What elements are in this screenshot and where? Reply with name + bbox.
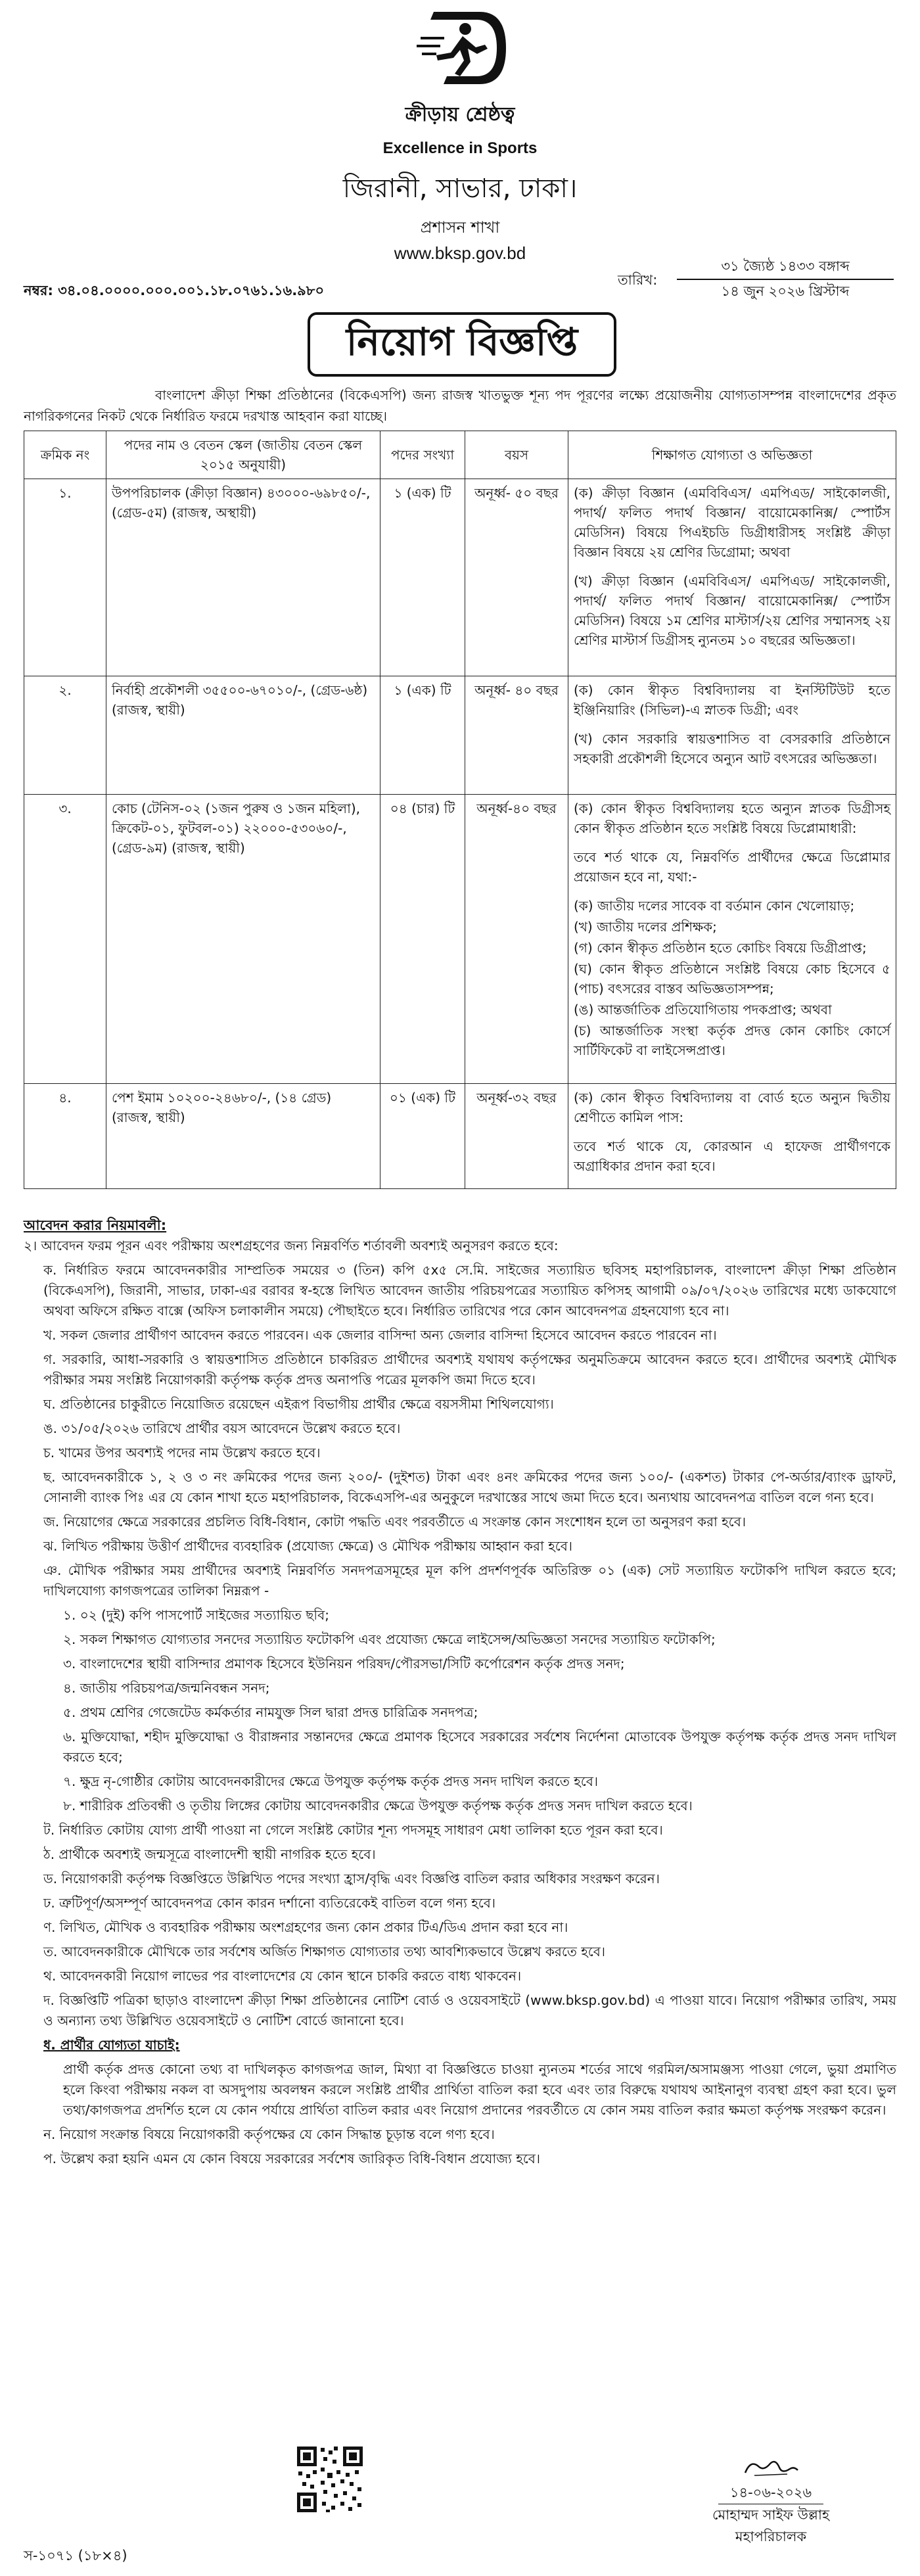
verification-text: প্রার্থী কর্তৃক প্রদত্ত কোনো তথ্য বা দাখিলকৃত কাগজপত্র জাল, মিথ্যা বা বিজ্ঞপ্তিতে চাওয়া ন্যুনতম শর্তের সাথে গরমিল/অসামঞ্জস্য পাওয়া গেলে, ভুয়া প্রমাণিত হলে কিংবা পরীক্ষায় নকল বা অসদুপায় অবলম্বন করলে সংশ্লিষ্ট প্রার্থীর প্রার্থিতা বাতিল করা হবে এবং তার বিরুদ্ধে যথাযথ আইনানুগ ব্যবস্থা গ্রহণ করা হবে। ভুল তথ্য/কাগজপত্র প্রদর্শিত হলে যে কোন পর্যায়ে প্রার্থিতা বাতিল করার এবং নিয়োগ প্রদানের পরবর্তীতে যে কোন সময় বাতিল করার ক্ষমতা কর্তৃপক্ষ সংরক্ষণ করেন। xyxy=(63,2061,896,2118)
footer-code: স-১০৭১ (১৮×৪) xyxy=(24,2548,127,2564)
signatory-designation: মহাপরিচালক xyxy=(735,2529,807,2544)
col-age: বয়স xyxy=(465,431,568,479)
verification-title: ধ. প্রার্থীর যোগ্যতা যাচাই: xyxy=(43,2037,180,2053)
qualification-line: (ক) জাতীয় দলের সাবেক বা বর্তমান কোন খেলোয়াড়; xyxy=(574,898,855,914)
department-name: প্রশাসন শাখা xyxy=(420,218,500,237)
rules-lead: ২। আবেদন ফরম পূরন এবং পরীক্ষায় অংশগ্রহণের জন্য নিম্নবর্ণিত শর্তাবলী অবশ্যই অনুসরণ করতে হবে: xyxy=(24,1238,559,1253)
qualification-line: (গ) কোন স্বীকৃত প্রতিষ্ঠান হতে কোচিং বিষয়ে ডিগ্রীপ্রাপ্ত; xyxy=(574,940,867,956)
rule-item: চ. খামের উপর অবশ্যই পদের নাম উল্লেখ করতে হবে। xyxy=(43,1445,321,1461)
qualification-line: (খ) কোন সরকারি স্বায়ত্তশাসিত বা বেসরকারি প্রতিষ্ঠানে সহকারী প্রকৌশলী হিসেবে অন্যুন আট বৎসরের অভিজ্ঞতা। xyxy=(574,731,890,766)
qualification-line: তবে শর্ত থাকে যে, নিম্নবর্ণিত প্রার্থীদের ক্ষেত্রে ডিপ্লোমার প্রয়োজন হবে না, যথা:- xyxy=(574,849,890,885)
qualification-line: (ক) কোন স্বীকৃত বিশ্ববিদ্যালয় বা বোর্ড হতে অন্যুন দ্বিতীয় শ্রেণীতে কামিল পাস: xyxy=(574,1090,890,1125)
document-item: ৩. বাংলাদেশের স্থায়ী বাসিন্দার প্রমাণক হিসেবে ইউনিয়ন পরিষদ/পৌরসভা/সিটি কর্পোরেশন কর্তৃক প্রদত্ত সনদ; xyxy=(63,1656,625,1672)
document-item: ৬. মুক্তিযোদ্ধা, শহীদ মুক্তিযোদ্ধা ও বীরাঙ্গনার সন্তানদের ক্ষেত্রে প্রমাণক হিসেবে সরকারের সর্বশেষ নির্দেশনা মোতাবেক উপযুক্ত কর্তৃপক্ষ কর্তৃক প্রদত্ত সনদ দাখিল করতে হবে; xyxy=(63,1729,896,1765)
row-post: উপপরিচালক (ক্রীড়া বিজ্ঞান) ৪৩০০০-৬৯৮৫০/-, (গ্রেড-৫ম) (রাজস্ব, অস্থায়ী) xyxy=(106,479,380,676)
rule-item: ঠ. প্রার্থীকে অবশ্যই জন্মসূত্রে বাংলাদেশী স্থায়ী নাগরিক হতে হবে। xyxy=(43,1846,376,1862)
website-url: www.bksp.gov.bd xyxy=(394,243,526,263)
rule-item: ড. নিয়োগকারী কর্তৃপক্ষ বিজ্ঞপ্তিতে উল্লিখিত পদের সংখ্যা হ্রাস/বৃদ্ধি এবং বিজ্ঞপ্তি বাতিল করার অধিকার সংরক্ষণ করেন। xyxy=(43,1871,660,1886)
document-item: ৭. ক্ষুদ্র নৃ-গোষ্ঠীর কোটায় আবেদনকারীদের ক্ষেত্রে উপযুক্ত কর্তৃপক্ষ কর্তৃক প্রদত্ত সনদ দাখিল করতে হবে। xyxy=(63,1773,599,1789)
table-row xyxy=(24,479,896,676)
row-qualification xyxy=(568,795,896,1084)
rule-item: খ. সকল জেলার প্রার্থীগণ আবেদন করতে পারবেন। এক জেলার বাসিন্দা অন্য জেলার বাসিন্দা হিসেবে আবেদন করতে পারবেন না। xyxy=(43,1327,717,1343)
row-count: ০১ (এক) টি xyxy=(380,1084,465,1189)
table-header-row xyxy=(24,431,896,479)
rule-item: ঞ. মৌখিক পরীক্ষার সময় প্রার্থীদের অবশ্যই নিম্নবর্ণিত সনদপত্রসমূহের মূল কপি প্রদর্শণপূর্বক অতিরিক্ত ০১ (এক) সেট সত্যায়িত ফটোকপি দাখিল করতে হবে; দাখিলযোগ্য কাগজপত্রের তালিকা নিম্নরূপ - xyxy=(43,1562,896,1599)
rule-item: দ. বিজ্ঞপ্তিটি পত্রিকা ছাড়াও বাংলাদেশ ক্রীড়া শিক্ষা প্রতিষ্ঠানের নোটিশ বোর্ড ও ওয়েবসাইটে (www.bksp.gov.bd) এ পাওয়া যাবে। নিয়োগ পরীক্ষার তারিখ, সময় ও অন্যান্য তথ্য উল্লিখিত ওয়েবসাইটে ও নোটিশ বোর্ডে জানানো হবে। xyxy=(43,1992,896,2028)
document-item: ১. ০২ (দুই) কপি পাসপোর্ট সাইজের সত্যায়িত ছবি; xyxy=(63,1607,329,1623)
memo-number: নম্বর: ৩৪.০৪.০০০০.০০০.০০১.১৮.০৭৬১.১৬.৯৮০ xyxy=(24,283,325,298)
rule-item: জ. নিয়োগের ক্ষেত্রে সরকারের প্রচলিত বিধি-বিধান, কোটা পদ্ধতি এবং পরবর্তীতে এ সংক্রান্ত কোন সংশোধন হলে তা অনুসরণ করা হবে। xyxy=(43,1514,746,1530)
table-row xyxy=(24,676,896,795)
row-age: অনূর্ধ্ব- ৪০ বছর xyxy=(465,676,568,795)
row-qualification xyxy=(568,1084,896,1189)
signature-date: ১৪-০৬-২০২৬ xyxy=(718,2482,823,2504)
qualification-line: (খ) জাতীয় দলের প্রশিক্ষক; xyxy=(574,919,717,935)
motto-bangla: ক্রীড়ায় শ্রেষ্ঠত্ব xyxy=(405,103,515,126)
qualification-line: (ঙ) আন্তর্জাতিক প্রতিযোগিতায় পদকপ্রাপ্ত; অথবা xyxy=(574,1002,832,1018)
row-post: কোচ (টেনিস-০২ (১জন পুরুষ ও ১জন মহিলা), ক্রিকেট-০১, ফুটবল-০১) ২২০০০-৫৩০৬০/-, (গ্রেড-৯ম) (রাজস্ব, স্থায়ী) xyxy=(106,795,380,1084)
signature-icon xyxy=(741,2457,800,2479)
date-label: তারিখ: xyxy=(618,272,658,288)
motto-english: Excellence in Sports xyxy=(382,139,538,157)
rule-item: ঢ. ত্রুটিপূর্ণ/অসম্পূর্ণ আবেদনপত্র কোন কারন দর্শানো ব্যতিরেকেই বাতিল বলে গন্য হবে। xyxy=(43,1895,496,1911)
table-row xyxy=(24,1084,896,1189)
date-block xyxy=(618,255,894,304)
rules-section xyxy=(24,1236,896,2173)
qualification-line: (ঘ) কোন স্বীকৃত প্রতিষ্ঠানে সংশ্লিষ্ট বিষয়ে কোচ হিসেবে ৫ (পাচ) বৎসরের বাস্তব অভিজ্ঞতাসম্পন্ন; xyxy=(574,961,890,996)
rule-item: ঝ. লিখিত পরীক্ষায় উত্তীর্ণ প্রার্থীদের ব্যবহারিক (প্রযোজ্য ক্ষেত্রে) ও মৌখিক পরীক্ষায় আহ্বান করা হবে। xyxy=(43,1538,573,1554)
row-serial: ২. xyxy=(24,676,106,795)
row-age: অনূর্ধ্ব- ৫০ বছর xyxy=(465,479,568,676)
date-english: ১৪ জুন ২০২৬ খ্রিস্টাব্দ xyxy=(721,283,850,299)
rule-item: ট. নির্ধারিত কোটায় যোগ্য প্রার্থী পাওয়া না গেলে সংশ্লিষ্ট কোটার শূন্য পদসমূহ সাধারণ মেধা তালিকা হতে পূরন করা হবে। xyxy=(43,1822,663,1838)
document-item: ৪. জাতীয় পরিচয়পত্র/জন্মনিবন্ধন সনদ; xyxy=(63,1680,270,1696)
row-qualification xyxy=(568,479,896,676)
document-item: ৫. প্রথম শ্রেণির গেজেটেড কর্মকর্তার নামযুক্ত সিল দ্বারা প্রদত্ত চারিত্রিক সনদপত্র; xyxy=(63,1704,478,1720)
col-post: পদের নাম ও বেতন স্কেল (জাতীয় বেতন স্কেল ২০১৫ অনুযায়ী) xyxy=(106,431,380,479)
rules-title: আবেদন করার নিয়মাবলী: xyxy=(24,1217,167,1233)
date-bangla: ৩১ জ্যৈষ্ঠ ১৪৩৩ বঙ্গাব্দ xyxy=(677,255,894,280)
qualification-line: (খ) ক্রীড়া বিজ্ঞান (এমবিবিএস/ এমপিএড/ সাইকোলজী, পদার্থ/ ফলিত পদার্থ বিজ্ঞান/ বায়োমেকানিক্স/ স্পোর্টস মেডিসিন) বিষয়ে ১ম শ্রেণির মাস্টার্স/২য় শ্রেণির সম্মানসহ ২য় শ্রেণির মাস্টার্স ডিগ্রীসহ ন্যুনতম ১০ বছরের অভিজ্ঞতা। xyxy=(574,573,890,648)
rule-item: ছ. আবেদনকারীকে ১, ২ ও ৩ নং ক্রমিকের পদের জন্য ২০০/- (দুইশত) টাকা এবং ৪নং ক্রমিকের পদের জন্য ১০০/- (একশত) টাকার পে-অর্ডার/ব্যাংক ড্রাফট, সোনালী ব্যাংক পিঃ এর যে কোন শাখা হতে মহাপরিচালক, বিকেএসপি-এর অনুকুলে দরখাস্তের সাথে জমা দিতে হবে। অন্যথায় আবেদনপত্র বাতিল বলে গন্য হবে। xyxy=(43,1469,896,1505)
row-serial: ৩. xyxy=(24,795,106,1084)
col-qualification: শিক্ষাগত যোগ্যতা ও অভিজ্ঞতা xyxy=(568,431,896,479)
rule-item: ন. নিয়োগ সংক্রান্ত বিষয়ে নিয়োগকারী কর্তৃপক্ষের যে কোন সিদ্ধান্ত চূড়ান্ত বলে গণ্য হবে। xyxy=(43,2126,495,2142)
signatory-name: মোহাম্মদ সাইফ উল্লাহ xyxy=(712,2507,830,2523)
document-item: ২. সকল শিক্ষাগত যোগ্যতার সনদের সত্যায়িত ফটোকপি এবং প্রযোজ্য ক্ষেত্রে লাইসেন্স/অভিজ্ঞতা সনদের সত্যায়িত ফটোকপি; xyxy=(63,1631,716,1647)
row-serial: ১. xyxy=(24,479,106,676)
org-location: জিরানী, সাভার, ঢাকা। xyxy=(342,174,578,204)
row-qualification xyxy=(568,676,896,795)
notice-headline: নিয়োগ বিজ্ঞপ্তি xyxy=(308,312,616,377)
qr-code-icon xyxy=(294,2444,365,2515)
row-age: অনূর্ধ্ব-৪০ বছর xyxy=(465,795,568,1084)
row-age: অনূর্ধ্ব-৩২ বছর xyxy=(465,1084,568,1189)
vacancy-table xyxy=(24,431,896,1189)
signature-block xyxy=(662,2457,879,2548)
document-item: ৮. শারীরিক প্রতিবন্ধী ও তৃতীয় লিঙ্গের কোটায় আবেদনকারীর ক্ষেত্রে উপযুক্ত কর্তৃপক্ষ কর্তৃক প্রদত্ত সনদ দাখিল করতে হবে। xyxy=(63,1798,693,1814)
rule-item: প. উল্লেখ করা হয়নি এমন যে কোন বিষয়ে সরকারের সর্বশেষ জারিকৃত বিধি-বিধান প্রযোজ্য হবে। xyxy=(43,2151,541,2166)
qualification-line: তবে শর্ত থাকে যে, কোরআন এ হাফেজ প্রার্থীগণকে অগ্রাধিকার প্রদান করা হবে। xyxy=(574,1138,890,1174)
col-serial: ক্রমিক নং xyxy=(24,431,106,479)
row-count: ০৪ (চার) টি xyxy=(380,795,465,1084)
qualification-line: (ক) কোন স্বীকৃত বিশ্ববিদ্যালয় হতে অন্যুন স্নাতক ডিগ্রীসহ কোন স্বীকৃত প্রতিষ্ঠান হতে সংশ্লিষ্ট বিষয়ে ডিপ্লোমাধারী: xyxy=(574,801,890,836)
rule-item: ক. নির্ধারিত ফরমে আবেদনকারীর সাম্প্রতিক সময়ের ৩ (তিন) কপি ৫x৫ সে.মি. সাইজের সত্যায়িত ছবিসহ মহাপরিচালক, বাংলাদেশ ক্রীড়া শিক্ষা প্রতিষ্ঠান (বিকেএসপি), জিরানী, সাভার, ঢাকা-এর বরাবর স্ব-হস্তে লিখিত আবেদন জাতীয় পরিচয়পত্রের সত্যায়িত কপিসহ আগামী ০৯/০৭/২০২৬ তারিখের মধ্যে ডাকযোগে অথবা অফিসে রক্ষিত বাক্সে (অফিস চলাকালীন সময়ে) পৌছাইতে হবে। নির্ধারিত তারিখের পরে কোন আবেদনপত্র গ্রহনযোগ্য হবে না। xyxy=(43,1262,896,1319)
qualification-line: (চ) আন্তর্জাতিক সংস্থা কর্তৃক প্রদত্ত কোন কোচিং কোর্সে সার্টিফিকেট বা লাইসেন্সপ্রাপ্ত। xyxy=(574,1023,890,1058)
rule-item: ণ. লিখিত, মৌখিক ও ব্যবহারিক পরীক্ষায় অংশগ্রহণের জন্য কোন প্রকার টিএ/ডিএ প্রদান করা হবে না। xyxy=(43,1919,568,1935)
col-count: পদের সংখ্যা xyxy=(380,431,465,479)
row-serial: ৪. xyxy=(24,1084,106,1189)
intro-paragraph: বাংলাদেশ ক্রীড়া শিক্ষা প্রতিষ্ঠানের (বিকেএসপি) জন্য রাজস্ব খাতভুক্ত শূন্য পদ পূরণের লক্ষ্যে প্রয়োজনীয় যোগ্যতাসম্পন্ন বাংলাদেশের প্রকৃত নাগরিকগনের নিকট থেকে নির্ধারিত ফরমে দরখাস্ত আহবান করা যাচ্ছে। xyxy=(24,387,896,424)
rule-item: গ. সরকারি, আধা-সরকারি ও স্বায়ত্তশাসিত প্রতিষ্ঠানে চাকরিরত প্রার্থীদের অবশ্যই যথাযথ কর্তৃপক্ষের অনুমতিক্রমে আবেদন করতে হবে। প্রার্থীদের অবশ্যই মৌখিক পরীক্ষার সময় সংশ্লিষ্ট নিয়োগকারী কর্তৃপক্ষ কর্তৃক প্রদত্ত অনাপত্তি পত্রের মূলকপি জমা দিতে হবে। xyxy=(43,1351,896,1388)
qualification-line: (ক) কোন স্বীকৃত বিশ্ববিদ্যালয় বা ইনস্টিটিউট হতে ইঞ্জিনিয়ারিং (সিভিল)-এ স্নাতক ডিগ্রী; এবং xyxy=(574,682,890,718)
table-row xyxy=(24,795,896,1084)
rule-item: ঙ. ৩১/০৫/২০২৬ তারিখে প্রার্থীর বয়স আবেদনে উল্লেখ করতে হবে। xyxy=(43,1420,401,1436)
bksp-logo xyxy=(407,5,513,84)
rule-item: ঘ. প্রতিষ্ঠানের চাকুরীতে নিয়োজিত রয়েছেন এইরূপ বিভাগীয় প্রার্থীর ক্ষেত্রে বয়সসীমা শিথিলযোগ্য। xyxy=(43,1396,554,1412)
qualification-line: (ক) ক্রীড়া বিজ্ঞান (এমবিবিএস/ এমপিএড/ সাইকোলজী, পদার্থ/ ফলিত পদার্থ বিজ্ঞান/ বায়োমেকানিক্স/ স্পোর্টস মেডিসিন) বিষয়ে পিএইচডি ডিগ্রীধারীসহ সংশ্লিষ্ট ক্রীড়া বিজ্ঞান বিষয়ে ২য় শ্রেণির ডিগ্রোমা; অথবা xyxy=(574,485,890,560)
row-count: ১ (এক) টি xyxy=(380,479,465,676)
row-post: নির্বাহী প্রকৌশলী ৩৫৫০০-৬৭০১০/-, (গ্রেড-৬ষ্ঠ) (রাজস্ব, স্থায়ী) xyxy=(106,676,380,795)
row-post: পেশ ইমাম ১০২০০-২৪৬৮০/-, (১৪ গ্রেড) (রাজস্ব, স্থায়ী) xyxy=(106,1084,380,1189)
rule-item: ত. আবেদনকারীকে মৌখিকে তার সর্বশেষ অর্জিত শিক্ষাগত যোগ্যতার তথ্য আবশ্যিকভাবে উল্লেখ করতে হবে। xyxy=(43,1944,606,1959)
row-count: ১ (এক) টি xyxy=(380,676,465,795)
rule-item: থ. আবেদনকারী নিয়োগ লাভের পর বাংলাদেশের যে কোন স্থানে চাকরি করতে বাধ্য থাকবেন। xyxy=(43,1968,522,1984)
